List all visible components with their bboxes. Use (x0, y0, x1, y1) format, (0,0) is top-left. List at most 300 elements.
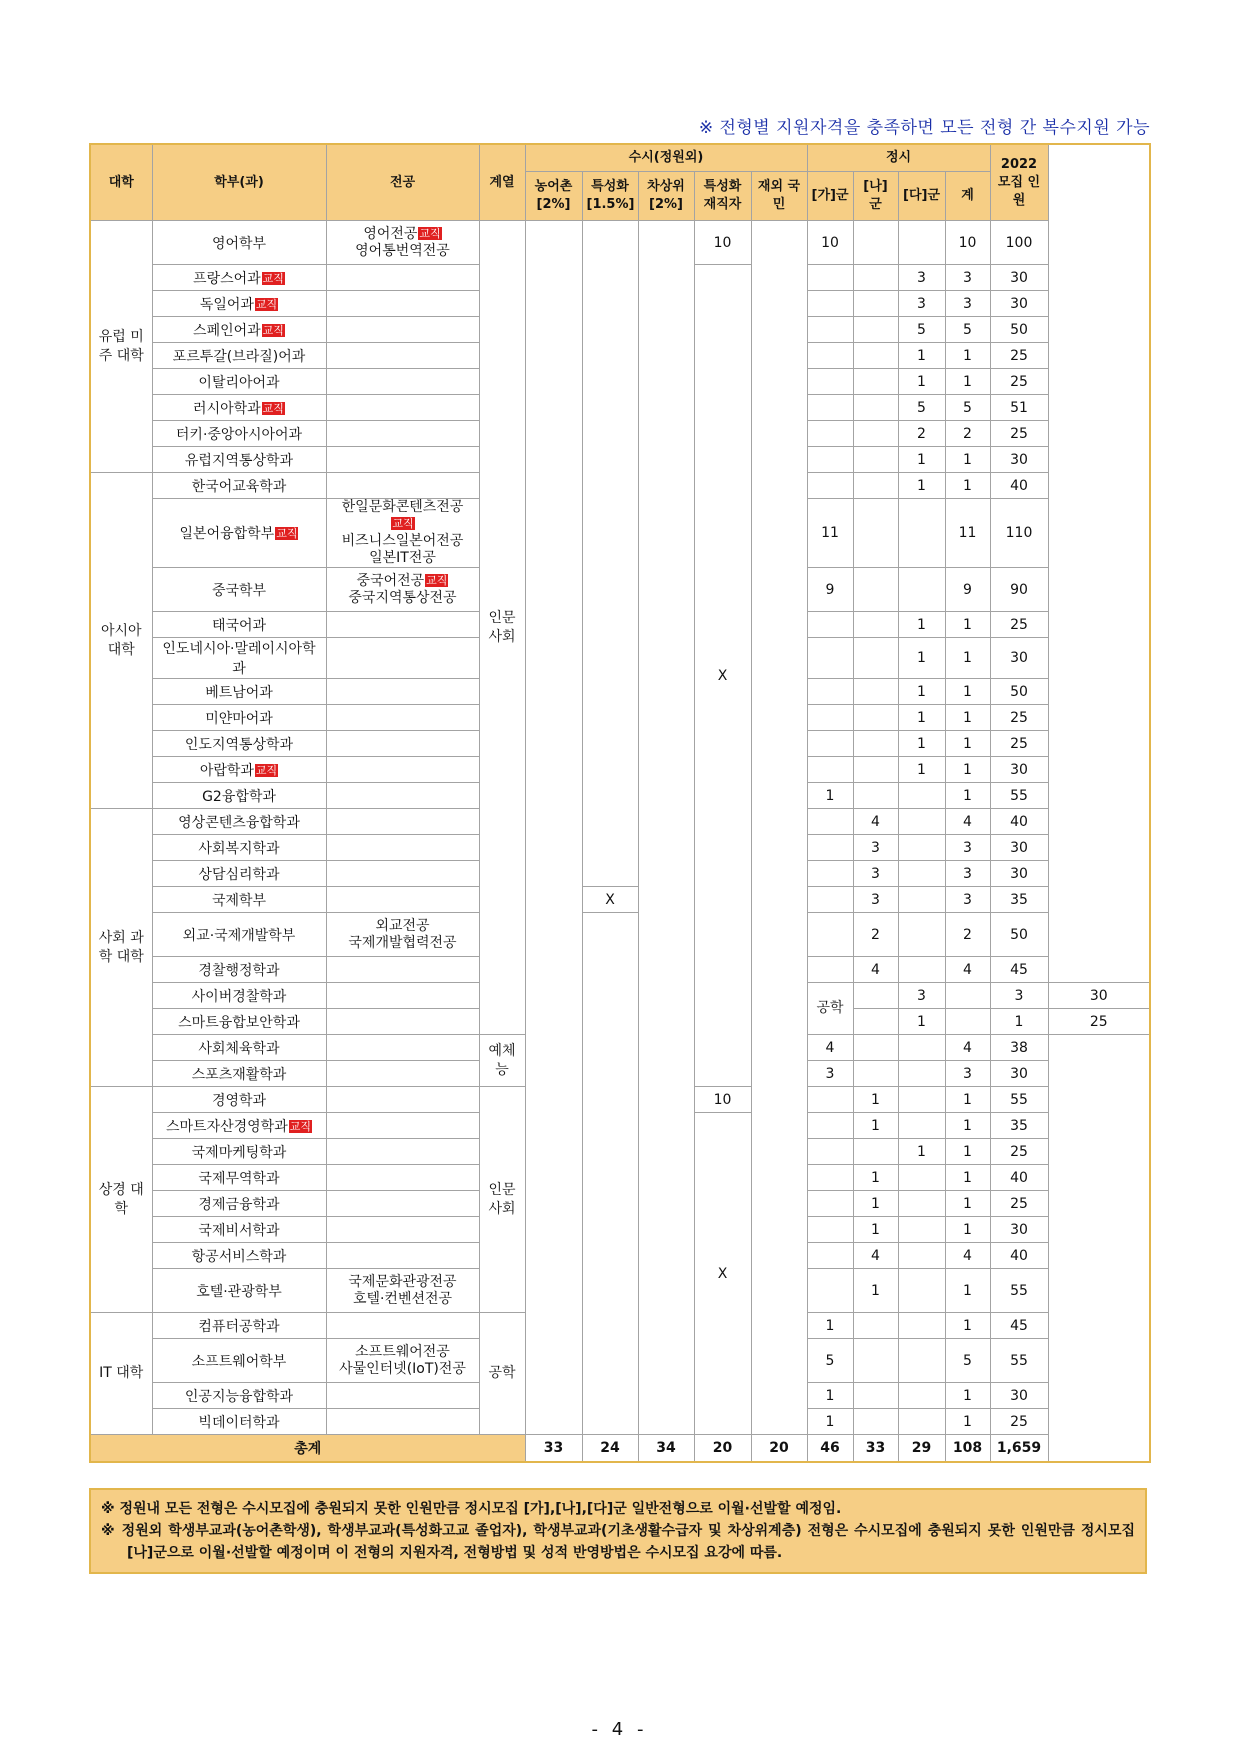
na-cell (853, 1139, 898, 1165)
major-name: 소프트웨어전공 (355, 1343, 450, 1360)
sum-cell: 1 (945, 1217, 990, 1243)
sum-cell: 9 (945, 568, 990, 612)
na-cell (853, 421, 898, 447)
total-cell: 50 (990, 679, 1048, 705)
dept-cell: 소프트웨어학부 (152, 1339, 326, 1383)
dept-cell: 사이버경찰학과 (152, 983, 326, 1009)
dept-name: 아랍학과 (199, 762, 254, 779)
dept-name: 스페인어과 (193, 322, 261, 339)
total-cell: 30 (990, 861, 1048, 887)
na-cell (853, 1313, 898, 1339)
ga-cell (807, 731, 853, 757)
dept-name: 스마트자산경영학과 (166, 1118, 288, 1135)
major-cell (326, 291, 479, 317)
college-europe: 유럽 미주 대학 (90, 221, 152, 473)
major-cell (326, 447, 479, 473)
sum-cell: 1 (945, 1113, 990, 1139)
header-da: [다]군 (898, 172, 945, 221)
x-mark: X (717, 1265, 728, 1282)
da-cell: 1 (898, 1139, 945, 1165)
ga-cell (807, 612, 853, 638)
da-cell (898, 1061, 945, 1087)
header-year-total: 2022 모집 인원 (990, 144, 1048, 221)
major-cell (326, 1313, 479, 1339)
worker-cell: 10 (694, 221, 751, 265)
sum-cell: 4 (945, 1243, 990, 1269)
ga-cell (807, 679, 853, 705)
da-cell (898, 1191, 945, 1217)
total-cell: 30 (990, 1217, 1048, 1243)
da-cell (898, 1113, 945, 1139)
total-cell: 25 (1048, 1009, 1150, 1035)
ga-cell (853, 1009, 898, 1035)
teaching-tag: 교직 (255, 297, 278, 311)
total-cell: 25 (990, 1139, 1048, 1165)
na-cell: 4 (853, 957, 898, 983)
dept-cell: 영어학부 (152, 221, 326, 265)
da-cell (898, 221, 945, 265)
na-cell (853, 447, 898, 473)
da-cell (898, 913, 945, 957)
major-name: 일본IT전공 (369, 550, 436, 566)
ga-cell (807, 473, 853, 499)
na-cell (853, 395, 898, 421)
dept-cell: 중국학부 (152, 568, 326, 612)
na-cell: 4 (853, 809, 898, 835)
na-cell (853, 568, 898, 612)
ga-cell (807, 265, 853, 291)
dept-cell: 경제금융학과 (152, 1191, 326, 1217)
ga-cell (807, 913, 853, 957)
total-cell: 30 (1048, 983, 1150, 1009)
da-cell (898, 835, 945, 861)
na-cell (853, 705, 898, 731)
dept-cell: 인도네시아·말레이시아학과 (152, 638, 326, 679)
total-cell: 50 (990, 913, 1048, 957)
total-cell: 100 (990, 221, 1048, 265)
ga-cell: 1 (807, 1409, 853, 1435)
sum-cell: 1 (945, 1087, 990, 1113)
major-cell (326, 835, 479, 861)
ga-cell: 4 (807, 1035, 853, 1061)
major-name: 비즈니스일본어전공 (341, 533, 464, 549)
da-cell (898, 1313, 945, 1339)
major-cell (326, 1009, 479, 1035)
sum-cell: 5 (945, 1339, 990, 1383)
total-farm: 33 (525, 1435, 582, 1463)
ga-cell (807, 809, 853, 835)
dept-cell (152, 265, 326, 291)
major-name: 국제개발협력전공 (348, 934, 457, 951)
sum-cell: 1 (945, 447, 990, 473)
major-cell (326, 1409, 479, 1435)
total-cell: 30 (990, 291, 1048, 317)
dept-cell: 상담심리학과 (152, 861, 326, 887)
sum-cell: 1 (945, 731, 990, 757)
total-special: 24 (582, 1435, 638, 1463)
teaching-tag: 교직 (392, 517, 414, 530)
sum-cell: 1 (945, 1383, 990, 1409)
header-special: 특성화 [1.5%] (582, 172, 638, 221)
na-cell: 3 (853, 887, 898, 913)
total-cell: 25 (990, 612, 1048, 638)
dept-cell: 빅데이터학과 (152, 1409, 326, 1435)
series-arts: 예체 능 (479, 1035, 525, 1087)
da-cell (898, 499, 945, 568)
ga-cell (807, 638, 853, 679)
total-cell: 35 (990, 887, 1048, 913)
na-cell (853, 317, 898, 343)
total-cell: 35 (990, 1113, 1048, 1139)
ga-cell (807, 957, 853, 983)
da-cell (898, 957, 945, 983)
major-name: 한일문화콘텐츠전공 (341, 499, 464, 515)
sum-cell: 3 (945, 861, 990, 887)
teaching-tag: 교직 (276, 527, 298, 540)
teaching-tag: 교직 (262, 323, 284, 337)
da-cell (898, 1409, 945, 1435)
da-cell: 1 (898, 731, 945, 757)
da-cell (898, 1035, 945, 1061)
na-cell (853, 1409, 898, 1435)
ga-cell: 1 (807, 783, 853, 809)
na-cell: 2 (853, 913, 898, 957)
na-cell (853, 265, 898, 291)
sum-cell: 1 (945, 638, 990, 679)
total-cell: 51 (990, 395, 1048, 421)
poor-cell (638, 221, 694, 1435)
major-cell (326, 638, 479, 679)
na-cell (853, 369, 898, 395)
ga-cell (807, 757, 853, 783)
header-sum: 계 (945, 172, 990, 221)
total-cell: 25 (990, 1409, 1048, 1435)
major-cell (326, 783, 479, 809)
da-cell (898, 1243, 945, 1269)
teaching-tag: 교직 (419, 226, 441, 240)
page-number: - 4 - (591, 1719, 648, 1740)
sum-cell: 1 (945, 473, 990, 499)
dept-cell: 스포츠재활학과 (152, 1061, 326, 1087)
major-cell (326, 1087, 479, 1113)
header-na: [나]군 (853, 172, 898, 221)
college-it: IT 대학 (90, 1313, 152, 1435)
header-special-worker: 특성화 재직자 (694, 172, 751, 221)
dept-cell: 호텔·관광학부 (152, 1269, 326, 1313)
major-cell (326, 1217, 479, 1243)
major-cell (326, 1061, 479, 1087)
major-cell (326, 1035, 479, 1061)
na-cell (853, 638, 898, 679)
dept-cell: 경찰행정학과 (152, 957, 326, 983)
total-cell: 55 (990, 1087, 1048, 1113)
da-cell (898, 1165, 945, 1191)
dept-cell (152, 1113, 326, 1139)
da-cell (898, 809, 945, 835)
worker-cell (694, 265, 751, 1087)
sum-cell: 1 (945, 1269, 990, 1313)
ga-cell (807, 1191, 853, 1217)
sum-cell: 3 (990, 983, 1048, 1009)
sum-cell: 4 (945, 1035, 990, 1061)
header-series: 계열 (479, 144, 525, 221)
total-cell: 40 (990, 473, 1048, 499)
ga-cell (807, 1087, 853, 1113)
major-cell (326, 1139, 479, 1165)
da-cell (898, 1339, 945, 1383)
table-row (90, 221, 1150, 265)
na-cell (853, 757, 898, 783)
total-cell: 30 (990, 447, 1048, 473)
table-row (90, 913, 1150, 957)
ga-cell (807, 369, 853, 395)
dept-cell: 스마트융합보안학과 (152, 1009, 326, 1035)
teaching-tag: 교직 (255, 763, 278, 777)
na-cell: 1 (853, 1217, 898, 1243)
ga-cell (807, 291, 853, 317)
dept-cell (152, 757, 326, 783)
da-cell: 2 (898, 421, 945, 447)
ga-cell (807, 1243, 853, 1269)
total-cell: 110 (990, 499, 1048, 568)
na-cell (853, 679, 898, 705)
major-cell (326, 957, 479, 983)
special-cell (582, 221, 638, 887)
dept-cell: 베트남어과 (152, 679, 326, 705)
dept-cell (152, 291, 326, 317)
major-cell (326, 265, 479, 291)
na-cell: 1 (853, 1191, 898, 1217)
da-cell: 3 (898, 291, 945, 317)
na-cell: 1 (853, 1087, 898, 1113)
total-cell: 25 (990, 369, 1048, 395)
dept-cell: 국제학부 (152, 887, 326, 913)
dept-cell: 국제마케팅학과 (152, 1139, 326, 1165)
dept-cell: 항공서비스학과 (152, 1243, 326, 1269)
header-susi: 수시(정원외) (525, 144, 807, 172)
special-cell (582, 887, 638, 913)
major-name: 중국어전공 (356, 572, 425, 589)
total-ga: 46 (807, 1435, 853, 1463)
total-cell: 25 (990, 343, 1048, 369)
major-cell (326, 221, 479, 265)
na-cell (853, 1383, 898, 1409)
major-cell (326, 343, 479, 369)
major-name: 외교전공 (375, 917, 430, 934)
dept-cell: G2융합학과 (152, 783, 326, 809)
ga-cell (807, 835, 853, 861)
da-cell: 1 (898, 612, 945, 638)
major-cell (326, 1243, 479, 1269)
da-cell: 1 (898, 343, 945, 369)
ga-cell (807, 1165, 853, 1191)
major-cell (326, 1269, 479, 1313)
teaching-tag: 교직 (426, 573, 448, 587)
dept-cell: 미얀마어과 (152, 705, 326, 731)
header-poor: 차상위 [2%] (638, 172, 694, 221)
sum-cell: 1 (945, 679, 990, 705)
dept-cell: 유럽지역통상학과 (152, 447, 326, 473)
ga-cell (807, 317, 853, 343)
header-univ: 대학 (90, 144, 152, 221)
header-jeongsi: 정시 (807, 144, 990, 172)
major-cell (326, 731, 479, 757)
da-cell: 1 (898, 757, 945, 783)
total-poor: 34 (638, 1435, 694, 1463)
dept-name: 일본어융합학부 (179, 526, 275, 542)
series-engineering: 공학 (807, 983, 853, 1035)
dept-cell: 국제비서학과 (152, 1217, 326, 1243)
ga-cell (807, 447, 853, 473)
major-cell (326, 1191, 479, 1217)
sum-cell: 3 (945, 1061, 990, 1087)
ga-cell (807, 887, 853, 913)
total-cell: 25 (990, 1191, 1048, 1217)
da-cell: 1 (898, 705, 945, 731)
dept-cell: 경영학과 (152, 1087, 326, 1113)
major-name: 사물인터넷(IoT)전공 (339, 1360, 466, 1377)
na-cell (853, 1339, 898, 1383)
major-cell (326, 705, 479, 731)
farm-cell (525, 221, 582, 1435)
dept-name: 프랑스어과 (193, 270, 261, 287)
worker-cell (694, 1113, 751, 1435)
da-cell (898, 1383, 945, 1409)
total-cell: 90 (990, 568, 1048, 612)
dept-cell: 사회복지학과 (152, 835, 326, 861)
major-cell (326, 809, 479, 835)
da-cell: 1 (898, 638, 945, 679)
total-da: 29 (898, 1435, 945, 1463)
sum-cell: 10 (945, 221, 990, 265)
ga-cell (807, 861, 853, 887)
worker-cell: 10 (694, 1087, 751, 1113)
sum-cell: 5 (945, 395, 990, 421)
na-cell: 1 (853, 1165, 898, 1191)
header-ga: [가]군 (807, 172, 853, 221)
na-cell (853, 1061, 898, 1087)
total-cell: 25 (990, 705, 1048, 731)
special-cell (582, 913, 638, 1435)
da-cell (898, 1087, 945, 1113)
total-cell: 38 (990, 1035, 1048, 1061)
ga-cell: 1 (807, 1383, 853, 1409)
header-farm: 농어촌 [2%] (525, 172, 582, 221)
na-cell: 1 (853, 1113, 898, 1139)
sum-cell: 3 (945, 835, 990, 861)
total-cell: 30 (990, 265, 1048, 291)
header-major: 전공 (326, 144, 479, 221)
major-cell (326, 679, 479, 705)
total-cell: 55 (990, 783, 1048, 809)
da-cell (945, 983, 990, 1009)
sum-cell: 1 (945, 783, 990, 809)
total-cell: 30 (990, 835, 1048, 861)
da-cell (945, 1009, 990, 1035)
da-cell (898, 1217, 945, 1243)
college-social: 사회 과학 대학 (90, 809, 152, 1087)
dept-cell: 터키·중앙아시아어과 (152, 421, 326, 447)
total-cell: 45 (990, 957, 1048, 983)
series-humanities: 인문 사회 (479, 221, 525, 1035)
major-cell (326, 395, 479, 421)
dept-cell (152, 395, 326, 421)
major-cell (326, 861, 479, 887)
total-sum: 108 (945, 1435, 990, 1463)
total-overall: 1,659 (990, 1435, 1048, 1463)
dept-cell: 포르투갈(브라질)어과 (152, 343, 326, 369)
da-cell: 1 (898, 473, 945, 499)
sum-cell: 1 (945, 1165, 990, 1191)
na-cell (853, 612, 898, 638)
da-cell: 5 (898, 317, 945, 343)
total-cell: 55 (990, 1339, 1048, 1383)
major-cell (326, 317, 479, 343)
dept-cell: 사회체육학과 (152, 1035, 326, 1061)
da-cell: 1 (898, 369, 945, 395)
ga-cell (807, 421, 853, 447)
sum-cell: 3 (945, 291, 990, 317)
ga-cell: 10 (807, 221, 853, 265)
sum-cell: 1 (945, 705, 990, 731)
x-mark: X (717, 667, 728, 684)
dept-cell: 외교·국제개발학부 (152, 913, 326, 957)
total-na: 33 (853, 1435, 898, 1463)
na-cell: 1 (898, 1009, 945, 1035)
ga-cell: 5 (807, 1339, 853, 1383)
note-line: ※ 정원외 학생부교과(농어촌학생), 학생부교과(특성화고교 졸업자), 학생부교과(기초생활수급자 및 차상위계층) 전형은 수시모집에 충원되지 못한 인원만큼 정시모집 [나]군으로 이월·선발할 예정이며 이 전형의 지원자격, 전형방법 및 성적 반영방법은 수시모집 요강에 따름. (101, 1523, 1135, 1561)
sum-cell: 1 (945, 369, 990, 395)
da-cell: 1 (898, 447, 945, 473)
dept-cell (152, 317, 326, 343)
sum-cell: 2 (945, 913, 990, 957)
sum-cell: 3 (945, 265, 990, 291)
totals-row (90, 1435, 1150, 1463)
ga-cell (807, 395, 853, 421)
na-cell (853, 343, 898, 369)
series-humanities-2: 인문 사회 (479, 1087, 525, 1313)
na-cell: 3 (853, 835, 898, 861)
major-cell (326, 913, 479, 957)
da-cell (898, 861, 945, 887)
admission-table (89, 143, 1151, 1463)
total-cell: 30 (990, 1383, 1048, 1409)
na-cell (853, 1035, 898, 1061)
ga-cell (807, 1217, 853, 1243)
sum-cell: 1 (945, 1191, 990, 1217)
sum-cell: 1 (945, 1139, 990, 1165)
na-cell (853, 473, 898, 499)
major-name: 국제문화관광전공 (348, 1273, 457, 1290)
dept-cell: 국제무역학과 (152, 1165, 326, 1191)
total-worker: 20 (694, 1435, 751, 1463)
college-business: 상경 대학 (90, 1087, 152, 1313)
total-cell: 45 (990, 1313, 1048, 1339)
teaching-tag: 교직 (289, 1119, 311, 1133)
na-cell: 4 (853, 1243, 898, 1269)
sum-cell: 4 (945, 957, 990, 983)
series-engineering-2: 공학 (479, 1313, 525, 1435)
na-cell: 3 (853, 861, 898, 887)
totals-label: 총계 (90, 1435, 525, 1463)
na-cell (853, 783, 898, 809)
major-cell (326, 369, 479, 395)
ga-cell (807, 1269, 853, 1313)
ga-cell: 11 (807, 499, 853, 568)
na-cell: 3 (898, 983, 945, 1009)
college-asia: 아시아 대학 (90, 473, 152, 809)
major-cell (326, 1113, 479, 1139)
